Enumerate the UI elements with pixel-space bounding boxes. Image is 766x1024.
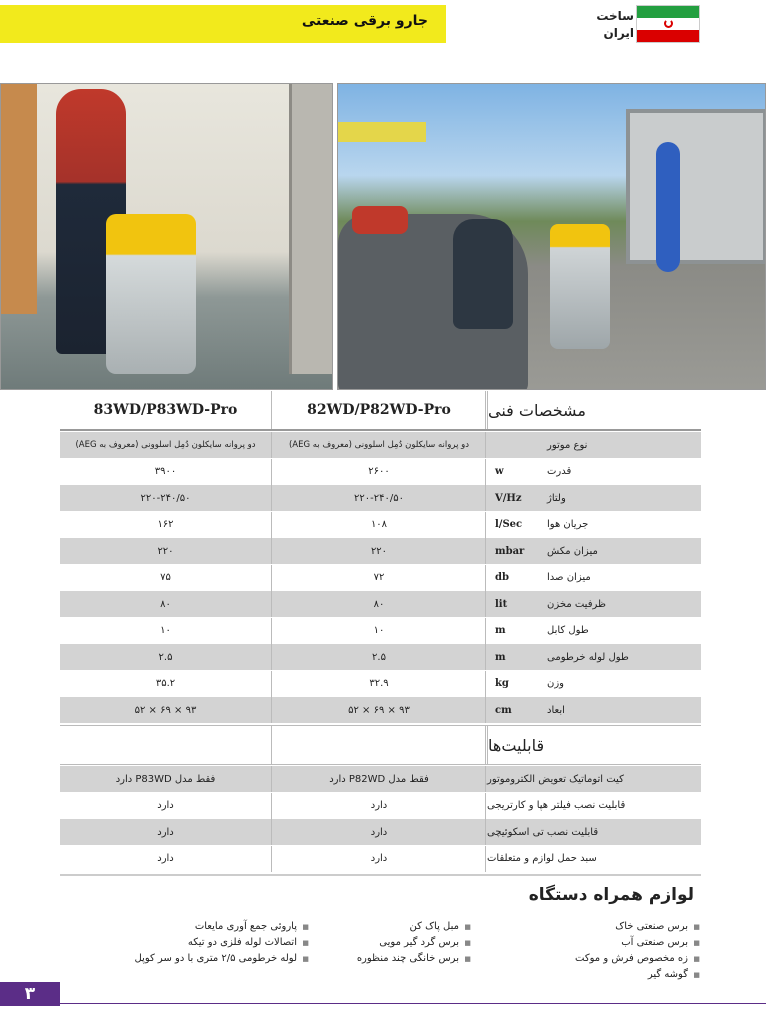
accessory-item: ■ برس گرد گیر مویی <box>321 935 471 951</box>
spec-label: میزان مکش <box>547 545 598 557</box>
accessory-item: ■ اتصالات لوله فلزی دو تیکه <box>109 935 309 951</box>
spec-label: طول کابل <box>547 625 589 636</box>
title-banner <box>0 5 446 43</box>
spec-label: جریان هوا <box>547 519 589 530</box>
spec-row <box>60 618 701 644</box>
spec-row <box>60 644 701 670</box>
feature-value-model-2: دارد <box>60 846 272 872</box>
spec-value-model-1: ۲۲۰ <box>273 538 486 564</box>
feature-label: کیت اتوماتیک تعویض الکتروموتور <box>487 773 624 785</box>
accessory-item: ■ لوله خرطومی ۲/۵ متری با دو سر کوپل <box>109 951 309 967</box>
accessories-list-3 <box>109 919 309 967</box>
feature-row <box>60 819 701 845</box>
features-section-title: قابلیت‌ها <box>487 726 701 764</box>
accessories-title: لوازم همراه دستگاه <box>528 885 694 905</box>
spec-value-model-2: ۳۹۰۰ <box>60 459 272 485</box>
feature-label: سبد حمل لوازم و متعلقات <box>487 853 597 864</box>
spec-value-model-1: دو پروانه سایکلون دُمِل اسلوونی (معروف به AEG) <box>273 432 486 458</box>
spec-row <box>60 697 701 723</box>
spec-row <box>60 538 701 564</box>
spec-value-model-2: ۳۵.۲ <box>60 671 272 697</box>
spec-label: وزن <box>547 678 565 689</box>
model-2-heading: 83WD/P83WD-Pro <box>60 391 272 429</box>
spec-value-model-2: ۱۶۲ <box>60 512 272 538</box>
spec-value-model-1: ۲.۵ <box>273 644 486 670</box>
accessory-item: ■ برس صنعتی خاک <box>550 919 700 935</box>
accessories-list-2 <box>321 919 471 967</box>
model-1-heading: 82WD/P82WD-Pro <box>273 391 486 429</box>
spec-label: ولتاژ <box>547 492 566 504</box>
spec-row <box>60 671 701 697</box>
spec-unit: m <box>495 625 506 636</box>
spec-table-header <box>60 391 701 431</box>
spec-value-model-1: ۱۰۸ <box>273 512 486 538</box>
spec-value-model-1: ۳۲.۹ <box>273 671 486 697</box>
accessories-list-1 <box>550 919 700 983</box>
spec-label: میزان صدا <box>547 572 591 583</box>
accessory-item: ■ مبل پاک کن <box>321 919 471 935</box>
product-photo-indoor <box>0 83 333 390</box>
spec-unit: m <box>495 651 506 663</box>
spec-value-model-2: دو پروانه سایکلون دُمِل اسلوونی (معروف به AEG) <box>60 432 272 458</box>
spec-unit: V/Hz <box>495 492 522 504</box>
spec-value-model-1: ۵۲ × ۶۹ × ۹۳ <box>273 697 486 723</box>
accessory-item: ■ برس صنعتی آب <box>550 935 700 951</box>
spec-row <box>60 512 701 538</box>
product-photo-carwash <box>337 83 766 390</box>
spec-unit: cm <box>495 704 512 716</box>
feature-value-model-2: دارد <box>60 819 272 845</box>
spec-row <box>60 432 701 458</box>
accessory-item: ■ گوشه گیر <box>550 967 700 983</box>
feature-label: قابلیت نصب فیلتر هپا و کارتریجی <box>487 800 626 811</box>
spec-label: قدرت <box>547 466 572 477</box>
spec-unit: lit <box>495 598 508 610</box>
spec-value-model-1: ۷۲ <box>273 565 486 591</box>
footer-rule <box>60 1003 766 1004</box>
spec-row <box>60 485 701 511</box>
spec-value-model-2: ۵۲ × ۶۹ × ۹۳ <box>60 697 272 723</box>
feature-value-model-1: دارد <box>273 846 486 872</box>
spec-label: ظرفیت مخزن <box>547 598 606 610</box>
page-title: جارو برقی صنعتی <box>301 13 428 29</box>
made-in-label: ساخت ایران <box>596 9 634 40</box>
features-header <box>60 725 701 765</box>
spec-label: ابعاد <box>547 704 565 716</box>
spec-value-model-1: ۲۶۰۰ <box>273 459 486 485</box>
spec-unit: db <box>495 572 509 583</box>
accessory-item: ■ برس خانگی چند منظوره <box>321 951 471 967</box>
feature-value-model-1: فقط مدل P82WD دارد <box>273 766 486 792</box>
iran-flag-icon <box>636 5 700 43</box>
feature-row <box>60 846 701 872</box>
feature-row <box>60 793 701 819</box>
feature-value-model-1: دارد <box>273 793 486 819</box>
spec-section-title: مشخصات فنی <box>487 391 701 429</box>
spec-unit: w <box>495 466 504 477</box>
accessory-item: ■ پاروئی جمع آوری مایعات <box>109 919 309 935</box>
feature-row <box>60 766 701 792</box>
spec-value-model-2: ۸۰ <box>60 591 272 617</box>
spec-value-model-1: ۱۰ <box>273 618 486 644</box>
spec-label: نوع موتور <box>547 439 588 451</box>
feature-label: قابلیت نصب تی اسکوئیچی <box>487 826 599 838</box>
spec-row <box>60 591 701 617</box>
page-number: ۳ <box>0 982 60 1006</box>
spec-value-model-2: ۲۲۰-۲۴۰/۵۰ <box>60 485 272 511</box>
spec-unit <box>487 432 547 458</box>
spec-value-model-2: ۲.۵ <box>60 644 272 670</box>
spec-value-model-2: ۲۲۰ <box>60 538 272 564</box>
spec-unit: l/Sec <box>495 519 523 530</box>
spec-unit: mbar <box>495 545 525 557</box>
feature-value-model-2: فقط مدل P83WD دارد <box>60 766 272 792</box>
spec-label: طول لوله خرطومی <box>547 651 629 663</box>
spec-value-model-1: ۲۲۰-۲۴۰/۵۰ <box>273 485 486 511</box>
accessory-item: ■ زه مخصوص فرش و موکت <box>550 951 700 967</box>
spec-value-model-2: ۷۵ <box>60 565 272 591</box>
feature-value-model-1: دارد <box>273 819 486 845</box>
divider <box>60 874 701 876</box>
spec-unit: kg <box>495 678 509 689</box>
feature-value-model-2: دارد <box>60 793 272 819</box>
spec-value-model-2: ۱۰ <box>60 618 272 644</box>
spec-row <box>60 565 701 591</box>
spec-row <box>60 459 701 485</box>
spec-value-model-1: ۸۰ <box>273 591 486 617</box>
